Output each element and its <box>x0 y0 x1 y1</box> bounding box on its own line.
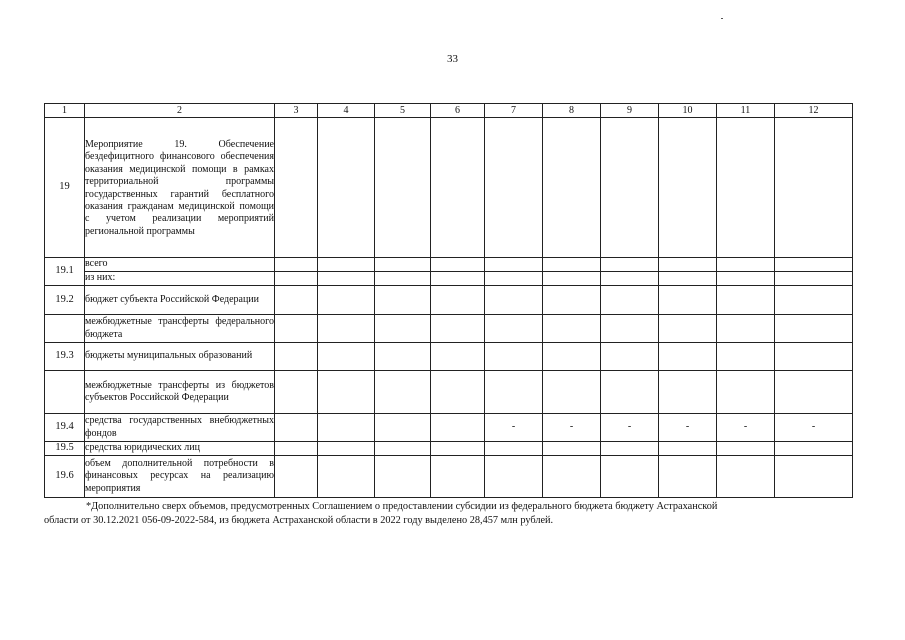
header-row <box>45 104 853 118</box>
row-description: объем дополнительной потребности в финансовых ресурсах на реализацию мероприятия <box>85 456 275 498</box>
value-cell <box>775 442 853 456</box>
value-cell <box>431 118 485 258</box>
value-cell <box>659 118 717 258</box>
value-cell <box>543 456 601 498</box>
value-cell <box>775 456 853 498</box>
value-cell <box>543 343 601 371</box>
value-cell <box>543 258 601 272</box>
footnote <box>44 500 856 527</box>
value-cell <box>659 371 717 414</box>
value-cell <box>659 442 717 456</box>
value-cell <box>775 272 853 286</box>
value-cell <box>375 118 431 258</box>
col-header: 3 <box>275 104 318 118</box>
row-description: средства юридических лиц <box>85 442 275 456</box>
value-cell <box>375 258 431 272</box>
value-cell: - <box>775 414 853 442</box>
value-cell <box>775 118 853 258</box>
value-cell: - <box>659 414 717 442</box>
footnote-line: *Дополнительно сверх объемов, предусмотренных Соглашением о предоставлении субсидии из федерального бюджета бюджету Астраханской <box>86 501 718 512</box>
row-number: 19.2 <box>45 286 85 315</box>
row-number: 19.1 <box>45 258 85 286</box>
value-cell <box>375 414 431 442</box>
value-cell <box>601 456 659 498</box>
value-cell <box>431 272 485 286</box>
value-cell <box>543 118 601 258</box>
row-number: 19.4 <box>45 414 85 442</box>
value-cell: - <box>601 414 659 442</box>
value-cell <box>318 315 375 343</box>
value-cell <box>775 343 853 371</box>
table-row <box>45 258 853 272</box>
value-cell <box>318 371 375 414</box>
row-number: 19.6 <box>45 456 85 498</box>
value-cell <box>431 286 485 315</box>
financing-table <box>44 103 853 498</box>
value-cell <box>275 456 318 498</box>
value-cell <box>318 456 375 498</box>
table-row <box>45 442 853 456</box>
value-cell <box>485 456 543 498</box>
table-row <box>45 315 853 343</box>
value-cell <box>485 118 543 258</box>
value-cell <box>318 442 375 456</box>
value-cell <box>275 286 318 315</box>
col-header: 12 <box>775 104 853 118</box>
value-cell <box>275 343 318 371</box>
value-cell: - <box>717 414 775 442</box>
value-cell <box>431 414 485 442</box>
value-cell <box>717 286 775 315</box>
value-cell <box>601 371 659 414</box>
col-header: 9 <box>601 104 659 118</box>
value-cell <box>775 286 853 315</box>
table-row <box>45 414 853 442</box>
value-cell <box>659 456 717 498</box>
value-cell <box>601 343 659 371</box>
value-cell <box>485 442 543 456</box>
value-cell <box>375 343 431 371</box>
value-cell <box>375 272 431 286</box>
value-cell <box>431 456 485 498</box>
value-cell <box>543 315 601 343</box>
footnote-line: области от 30.12.2021 056-09-2022-584, из бюджета Астраханской области в 2022 году выделено 28,457 млн рублей. <box>44 514 554 526</box>
value-cell <box>275 371 318 414</box>
value-cell <box>601 286 659 315</box>
value-cell <box>485 272 543 286</box>
col-header: 6 <box>431 104 485 118</box>
value-cell <box>318 414 375 442</box>
row-number <box>45 315 85 343</box>
value-cell <box>543 286 601 315</box>
page-number: 33 <box>447 53 458 65</box>
row-number <box>45 371 85 414</box>
value-cell <box>485 286 543 315</box>
value-cell: - <box>485 414 543 442</box>
value-cell <box>717 442 775 456</box>
value-cell <box>601 442 659 456</box>
row-number: 19 <box>45 118 85 258</box>
value-cell: - <box>543 414 601 442</box>
value-cell <box>659 343 717 371</box>
value-cell <box>717 315 775 343</box>
col-header: 10 <box>659 104 717 118</box>
row-description: средства государственных внебюджетных фондов <box>85 414 275 442</box>
value-cell <box>543 272 601 286</box>
col-header: 4 <box>318 104 375 118</box>
value-cell <box>275 442 318 456</box>
value-cell <box>275 272 318 286</box>
value-cell <box>375 286 431 315</box>
value-cell <box>717 258 775 272</box>
value-cell <box>318 286 375 315</box>
value-cell <box>659 286 717 315</box>
row-description: всего <box>85 258 275 272</box>
table-row <box>45 272 853 286</box>
value-cell <box>717 371 775 414</box>
value-cell <box>431 442 485 456</box>
value-cell <box>543 371 601 414</box>
col-header: 8 <box>543 104 601 118</box>
value-cell <box>775 315 853 343</box>
value-cell <box>485 258 543 272</box>
value-cell <box>318 258 375 272</box>
value-cell <box>485 343 543 371</box>
value-cell <box>717 118 775 258</box>
scan-speck <box>721 18 723 19</box>
table-row <box>45 456 853 498</box>
value-cell <box>717 343 775 371</box>
row-description: межбюджетные трансферты федерального бюджета <box>85 315 275 343</box>
value-cell <box>601 272 659 286</box>
row-description: межбюджетные трансферты из бюджетов субъектов Российской Федерации <box>85 371 275 414</box>
value-cell <box>717 272 775 286</box>
value-cell <box>485 371 543 414</box>
value-cell <box>431 343 485 371</box>
col-header: 7 <box>485 104 543 118</box>
value-cell <box>375 315 431 343</box>
value-cell <box>775 258 853 272</box>
table-row <box>45 286 853 315</box>
value-cell <box>717 456 775 498</box>
value-cell <box>375 371 431 414</box>
value-cell <box>431 371 485 414</box>
table-row <box>45 118 853 258</box>
value-cell <box>275 315 318 343</box>
col-header: 2 <box>85 104 275 118</box>
col-header: 1 <box>45 104 85 118</box>
row-description: Мероприятие 19. Обеспечение бездефицитного финансового обеспечения оказания медицинской помощи в рамках территориальной программы государственных гарантий бесплатного оказания гражданам медицинской помощи с учетом реализации мероприятий региональной программы <box>85 118 275 258</box>
value-cell <box>659 258 717 272</box>
row-number: 19.3 <box>45 343 85 371</box>
value-cell <box>275 118 318 258</box>
value-cell <box>485 315 543 343</box>
col-header: 5 <box>375 104 431 118</box>
row-description: из них: <box>85 272 275 286</box>
table-row <box>45 371 853 414</box>
value-cell <box>275 414 318 442</box>
table-row <box>45 343 853 371</box>
value-cell <box>318 118 375 258</box>
value-cell <box>318 272 375 286</box>
value-cell <box>375 442 431 456</box>
value-cell <box>601 118 659 258</box>
value-cell <box>601 315 659 343</box>
row-description: бюджеты муниципальных образований <box>85 343 275 371</box>
value-cell <box>431 258 485 272</box>
value-cell <box>543 442 601 456</box>
value-cell <box>431 315 485 343</box>
value-cell <box>275 258 318 272</box>
value-cell <box>601 258 659 272</box>
row-description: бюджет субъекта Российской Федерации <box>85 286 275 315</box>
value-cell <box>775 371 853 414</box>
col-header: 11 <box>717 104 775 118</box>
value-cell <box>318 343 375 371</box>
value-cell <box>375 456 431 498</box>
row-number: 19.5 <box>45 442 85 456</box>
value-cell <box>659 315 717 343</box>
value-cell <box>659 272 717 286</box>
